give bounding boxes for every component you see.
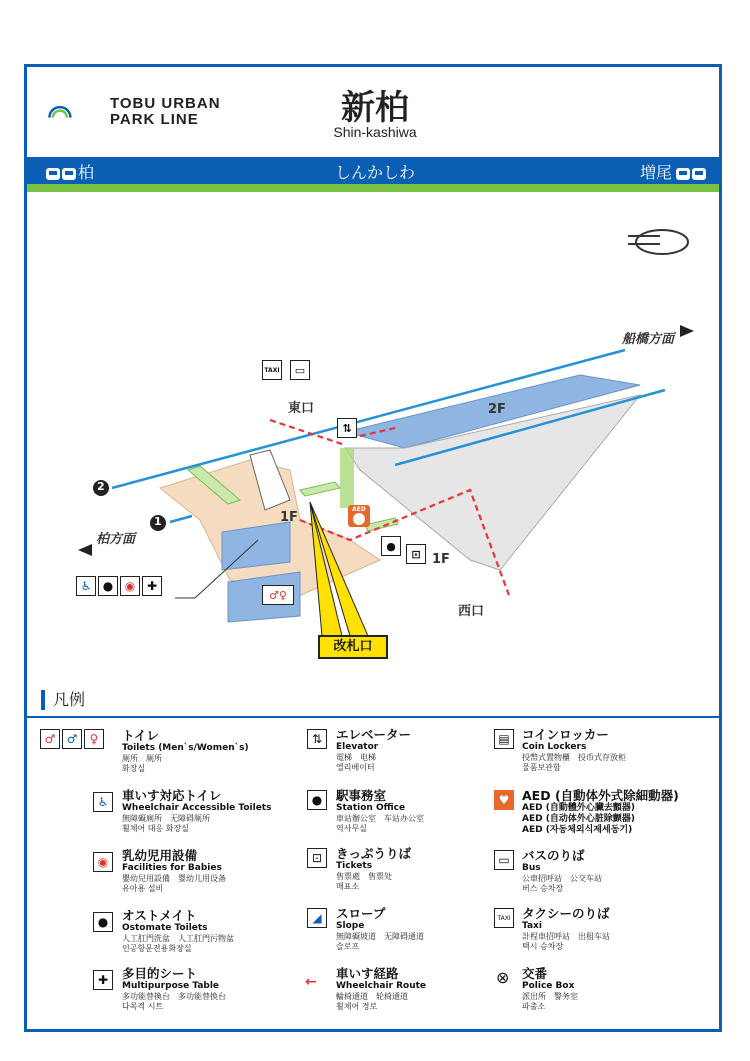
legend-zh: 輪椅通道 轮椅通道 xyxy=(336,992,408,1001)
legend-jp: エレベーター xyxy=(336,727,412,742)
legend-en: Facilities for Babies xyxy=(122,863,222,873)
brand-line-1: TOBU URBAN xyxy=(110,95,221,112)
ticket-gate-label: 改札口 xyxy=(318,635,388,659)
legend-en: Elevator xyxy=(336,742,379,752)
police-box-icon: ⊗ xyxy=(496,968,510,987)
legend-en: Toilets (Men`s/Women`s) xyxy=(122,743,249,753)
station-office-icon: ● xyxy=(381,536,401,556)
wheelchair-toilet-icon: ♿ xyxy=(76,576,96,596)
floor-2f-label: 2F xyxy=(488,402,506,417)
station-office-icon: ● xyxy=(307,790,327,810)
legend-zh: 嬰幼兒用設備 婴幼儿用设备 xyxy=(122,874,226,883)
legend-jp: 車いす経路 xyxy=(336,966,399,981)
legend-ko: 다목적 시트 xyxy=(122,1002,164,1011)
elevator-shaft xyxy=(340,448,354,508)
legend-ko: 슬로프 xyxy=(336,942,360,951)
baby-facility-icon: ◉ xyxy=(93,852,113,872)
legend-ko: 파출소 xyxy=(522,1002,546,1011)
tickets-icon: ⊡ xyxy=(406,544,426,564)
legend-ko: AED (자동체외식제세동기) xyxy=(522,825,633,835)
legend-ko: 택시 승차장 xyxy=(522,942,564,951)
legend-zh: 無障礙廁所 无障碍厕所 xyxy=(122,814,210,823)
legend-zh: AED (自动体外心脏除颤器) xyxy=(522,814,635,824)
wheelchair-route-icon: ← xyxy=(305,974,317,990)
tickets-icon: ⊡ xyxy=(307,848,327,868)
exit-east: 東口 xyxy=(288,401,315,416)
taxi-icon-label: TAXI xyxy=(497,914,511,922)
legend-jp: 駅事務室 xyxy=(336,788,387,803)
station-kana: しんかしわ xyxy=(334,163,415,182)
taxi-icon-label: TAXI xyxy=(264,366,280,374)
direction-funabashi: 船橋方面 xyxy=(622,332,675,347)
track-1 xyxy=(170,516,192,522)
legend-zh: 投幣式置物櫃 投币式存放柜 xyxy=(522,753,626,762)
legend-zh: 厕所 厕所 xyxy=(122,754,162,763)
legend-ko: 휠체어 대응 화장실 xyxy=(122,824,189,833)
legend-item-elevator xyxy=(336,727,411,773)
legend-jp: バスのりば xyxy=(522,848,585,863)
legend-en: Ostomate Toilets xyxy=(122,923,208,933)
legend-zh: 無障礙坡道 无障碍通道 xyxy=(336,932,424,941)
legend-item-slope xyxy=(336,906,424,952)
facility-group xyxy=(76,576,162,596)
legend-zh: 電梯 电梯 xyxy=(336,753,376,762)
legend-ko: 역사무실 xyxy=(336,824,367,833)
legend-jp: スロープ xyxy=(336,906,386,921)
arrow-funabashi-icon xyxy=(680,325,694,337)
taxi-icon xyxy=(262,360,282,380)
legend-zh: 計程車招呼站 出租车站 xyxy=(522,932,610,941)
legend-item-station-office xyxy=(336,788,424,834)
legend-item-aed xyxy=(522,788,679,836)
bus-icon: ▭ xyxy=(494,850,514,870)
aed-icon: ♥ xyxy=(494,790,514,810)
legend-ko: 버스 승차장 xyxy=(522,884,564,893)
ostomate-icon: ● xyxy=(93,912,113,932)
legend-en: Tickets xyxy=(336,861,373,871)
legend-item-wheelchair-route xyxy=(336,966,426,1012)
legend-jp: トイレ xyxy=(122,728,159,743)
legend-jp: AED (自動体外式除細動器) xyxy=(522,788,679,803)
legend-jp: 車いす対応トイレ xyxy=(122,788,222,803)
legend-divider xyxy=(27,716,719,718)
legend-ko: 유아용 설비 xyxy=(122,884,164,893)
legend-zh: 派出所 警务室 xyxy=(522,992,578,1001)
next-station-label: 増尾 xyxy=(639,163,672,182)
legend-zh: 人工肛門洗盆 人工肛門污物盆 xyxy=(122,934,234,943)
legend-ko: 화장실 xyxy=(122,764,146,773)
legend-item-wheelchair-toilets xyxy=(122,788,271,834)
prev-station-label: 柏 xyxy=(78,163,95,182)
bus-icon: ▭ xyxy=(290,360,310,380)
exit-west: 西口 xyxy=(458,604,485,619)
legend-item-toilets xyxy=(122,728,249,774)
men-toilet-icon: ♂ xyxy=(62,729,82,749)
toilet-legend-icons xyxy=(40,729,104,749)
toilet-icon: ♂ xyxy=(40,729,60,749)
platform-1-number: 1 xyxy=(154,515,162,528)
legend-en: Coin Lockers xyxy=(522,742,587,752)
aed-label: AED xyxy=(352,506,366,513)
station-roman: Shin-kashiwa xyxy=(333,124,417,140)
legend-jp: きっぷうりば xyxy=(336,846,412,861)
legend-en: Taxi xyxy=(522,921,542,931)
legend-title: 凡例 xyxy=(41,690,85,710)
wheelchair-toilet-icon: ♿ xyxy=(93,792,113,812)
legend-item-coin-lockers xyxy=(522,727,626,773)
multipurpose-table-icon: ✚ xyxy=(93,970,113,990)
legend-jp: オストメイト xyxy=(122,908,197,923)
arrow-kashiwa-icon xyxy=(78,544,92,556)
legend-en: Bus xyxy=(522,863,541,873)
legend-ko: 엘리베이터 xyxy=(336,763,375,772)
legend-zh: 公車招呼站 公交车站 xyxy=(522,874,602,883)
legend-jp: 多目的シート xyxy=(122,966,198,981)
direction-kashiwa: 柏方面 xyxy=(96,532,136,547)
legend-ko: 인공항문전용화장실 xyxy=(122,944,192,953)
legend-jp: タクシーのりば xyxy=(522,906,610,921)
taxi-icon xyxy=(494,908,514,928)
legend-jp: 乳幼児用設備 xyxy=(122,848,198,863)
legend-en: Station Office xyxy=(336,803,406,813)
legend-zh: 售票處 售票处 xyxy=(336,872,392,881)
legend-item-taxi xyxy=(522,906,610,952)
legend-en: Wheelchair Route xyxy=(336,981,427,991)
legend-ko: 물품보관함 xyxy=(522,763,561,772)
platform-2-number: 2 xyxy=(97,480,105,493)
legend-en: Wheelchair Accessible Toilets xyxy=(122,803,272,813)
legend-zh: 多功能替換台 多功能替换台 xyxy=(122,992,226,1001)
legend-jp: 交番 xyxy=(522,966,548,981)
legend-ko: 휠체어 경로 xyxy=(336,1002,378,1011)
legend-ko: 매표소 xyxy=(336,882,360,891)
coin-locker-icon: ▤ xyxy=(494,729,514,749)
floor-1f-label-right: 1F xyxy=(432,552,450,567)
brand-line-2: PARK LINE xyxy=(110,111,199,128)
legend-en: AED (自動體外心臟去顫器) xyxy=(522,803,635,813)
ostomate-icon: ● xyxy=(98,576,118,596)
slope xyxy=(300,482,340,496)
floor-1f-label: 1F xyxy=(280,510,298,525)
north-arrow-icon xyxy=(628,230,688,254)
legend-jp: コインロッカー xyxy=(522,727,609,742)
slope-icon: ◢ xyxy=(307,908,327,928)
multipurpose-table-icon: ✚ xyxy=(142,576,162,596)
legend-item-baby-facilities xyxy=(122,848,226,894)
legend-en: Police Box xyxy=(522,981,575,991)
legend-zh: 車站辦公室 车站办公室 xyxy=(336,814,424,823)
station-name: 新柏 xyxy=(341,88,409,128)
toilet-icon: ♂♀ xyxy=(262,585,294,605)
legend-item-tickets xyxy=(336,846,411,892)
legend-en: Slope xyxy=(336,921,365,931)
legend-item-ostomate xyxy=(122,908,234,954)
legend-item-bus xyxy=(522,848,602,894)
elevator-icon: ⇅ xyxy=(337,418,357,438)
legend-en: Multipurpose Table xyxy=(122,981,220,991)
legend-item-multipurpose-table xyxy=(122,966,226,1012)
elevator-icon: ⇅ xyxy=(307,729,327,749)
women-toilet-icon: ♀ xyxy=(84,729,104,749)
legend-item-police-box xyxy=(522,966,578,1012)
baby-facility-icon: ◉ xyxy=(120,576,140,596)
